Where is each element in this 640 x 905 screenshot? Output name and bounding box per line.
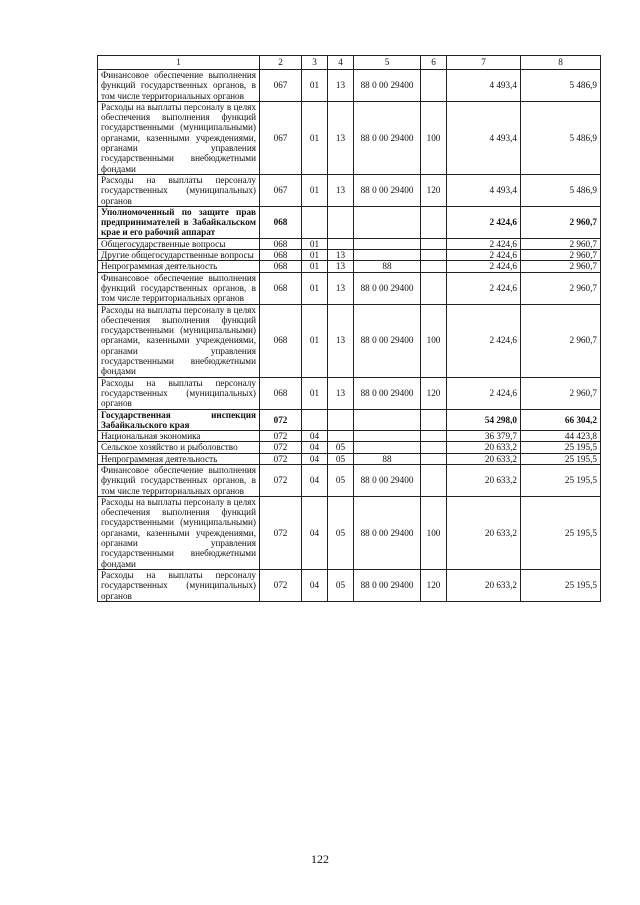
row-name: Финансовое обеспечение выполнения функций государственных органов, в том числе территориальных органов — [98, 272, 260, 304]
row-amount-col8: 5 486,9 — [521, 174, 601, 206]
row-expense-type — [421, 261, 447, 272]
row-section: 01 — [302, 377, 328, 409]
row-expense-type — [421, 409, 447, 431]
row-expense-type: 100 — [421, 101, 447, 174]
table-row — [98, 431, 601, 442]
row-expense-type — [421, 70, 447, 102]
row-expense-type: 120 — [421, 174, 447, 206]
row-name: Непрограммная деятельность — [98, 453, 260, 464]
row-amount-col7: 20 633,2 — [447, 569, 521, 601]
row-name: Финансовое обеспечение выполнения функций государственных органов, в том числе территориальных органов — [98, 70, 260, 102]
row-section: 01 — [302, 238, 328, 249]
row-amount-col7: 4 493,4 — [447, 101, 521, 174]
row-amount-col7: 4 493,4 — [447, 70, 521, 102]
row-subsection — [328, 238, 354, 249]
column-header: 8 — [521, 56, 601, 70]
row-amount-col8: 5 486,9 — [521, 101, 601, 174]
row-name: Расходы на выплаты персоналу государственных (муниципальных) органов — [98, 377, 260, 409]
row-expense-type — [421, 453, 447, 464]
row-subsection: 05 — [328, 496, 354, 569]
row-target-article: 88 0 00 29400 — [354, 174, 421, 206]
row-amount-col8: 2 960,7 — [521, 377, 601, 409]
row-amount-col8: 2 960,7 — [521, 206, 601, 238]
row-expense-type: 120 — [421, 569, 447, 601]
row-subsection: 13 — [328, 261, 354, 272]
table-row — [98, 569, 601, 601]
row-amount-col7: 2 424,6 — [447, 377, 521, 409]
row-code: 068 — [260, 238, 302, 249]
row-target-article — [354, 442, 421, 453]
row-subsection — [328, 431, 354, 442]
column-header: 7 — [447, 56, 521, 70]
row-expense-type — [421, 431, 447, 442]
row-code: 067 — [260, 174, 302, 206]
row-code: 072 — [260, 409, 302, 431]
row-expense-type — [421, 442, 447, 453]
row-code: 068 — [260, 206, 302, 238]
row-section: 01 — [302, 250, 328, 261]
row-section: 01 — [302, 70, 328, 102]
row-section: 01 — [302, 174, 328, 206]
row-section: 04 — [302, 442, 328, 453]
row-amount-col8: 2 960,7 — [521, 250, 601, 261]
row-subsection — [328, 206, 354, 238]
column-header: 6 — [421, 56, 447, 70]
row-code: 067 — [260, 70, 302, 102]
row-target-article: 88 0 00 29400 — [354, 496, 421, 569]
row-expense-type — [421, 250, 447, 261]
row-target-article: 88 0 00 29400 — [354, 70, 421, 102]
row-target-article: 88 — [354, 453, 421, 464]
column-header: 4 — [328, 56, 354, 70]
row-target-article: 88 0 00 29400 — [354, 272, 421, 304]
row-name: Расходы на выплаты персоналу в целях обеспечения выполнения функций государственными (муниципальными) органами, казенными учреждениями, органами управления государственными внебюджетными фондами — [98, 304, 260, 377]
column-header: 5 — [354, 56, 421, 70]
row-subsection: 05 — [328, 453, 354, 464]
row-amount-col8: 25 195,5 — [521, 569, 601, 601]
row-amount-col8: 2 960,7 — [521, 272, 601, 304]
row-target-article: 88 0 00 29400 — [354, 377, 421, 409]
row-code: 072 — [260, 464, 302, 496]
row-section: 01 — [302, 272, 328, 304]
row-code: 068 — [260, 250, 302, 261]
row-subsection — [328, 409, 354, 431]
row-subsection: 05 — [328, 569, 354, 601]
row-target-article: 88 — [354, 261, 421, 272]
row-code: 068 — [260, 377, 302, 409]
row-amount-col8: 5 486,9 — [521, 70, 601, 102]
row-section: 01 — [302, 304, 328, 377]
row-expense-type: 120 — [421, 377, 447, 409]
row-name: Общегосударственные вопросы — [98, 238, 260, 249]
budget-table — [97, 55, 601, 602]
row-subsection: 05 — [328, 464, 354, 496]
table-row — [98, 453, 601, 464]
table-row — [98, 70, 601, 102]
row-section: 04 — [302, 453, 328, 464]
table-row — [98, 206, 601, 238]
row-expense-type — [421, 464, 447, 496]
row-code: 072 — [260, 442, 302, 453]
row-amount-col8: 2 960,7 — [521, 261, 601, 272]
row-code: 068 — [260, 261, 302, 272]
table-row — [98, 238, 601, 249]
row-code: 072 — [260, 496, 302, 569]
table-row — [98, 101, 601, 174]
row-amount-col7: 2 424,6 — [447, 304, 521, 377]
column-header: 2 — [260, 56, 302, 70]
row-amount-col7: 20 633,2 — [447, 464, 521, 496]
table-row — [98, 261, 601, 272]
page-number: 122 — [311, 852, 329, 866]
row-amount-col8: 2 960,7 — [521, 304, 601, 377]
row-target-article: 88 0 00 29400 — [354, 101, 421, 174]
row-target-article — [354, 206, 421, 238]
row-name: Расходы на выплаты персоналу в целях обеспечения выполнения функций государственными (муниципальными) органами, казенными учреждениями, органами управления государственными внебюджетными фондами — [98, 101, 260, 174]
row-section — [302, 206, 328, 238]
row-subsection: 13 — [328, 174, 354, 206]
row-amount-col7: 20 633,2 — [447, 453, 521, 464]
row-amount-col7: 20 633,2 — [447, 496, 521, 569]
table-row — [98, 464, 601, 496]
row-section: 01 — [302, 101, 328, 174]
row-code: 067 — [260, 101, 302, 174]
row-name: Непрограммная деятельность — [98, 261, 260, 272]
table-row — [98, 496, 601, 569]
row-amount-col8: 44 423,8 — [521, 431, 601, 442]
table-row — [98, 442, 601, 453]
row-amount-col7: 4 493,4 — [447, 174, 521, 206]
table-row — [98, 272, 601, 304]
row-expense-type: 100 — [421, 496, 447, 569]
row-amount-col8: 25 195,5 — [521, 442, 601, 453]
row-amount-col7: 2 424,6 — [447, 250, 521, 261]
row-section: 04 — [302, 464, 328, 496]
row-amount-col7: 2 424,6 — [447, 238, 521, 249]
table-header-row — [98, 56, 601, 70]
row-amount-col8: 25 195,5 — [521, 496, 601, 569]
table-row — [98, 377, 601, 409]
row-name: Другие общегосударственные вопросы — [98, 250, 260, 261]
row-expense-type — [421, 206, 447, 238]
row-section: 01 — [302, 261, 328, 272]
row-target-article — [354, 409, 421, 431]
row-amount-col8: 25 195,5 — [521, 453, 601, 464]
row-target-article — [354, 238, 421, 249]
row-amount-col8: 2 960,7 — [521, 238, 601, 249]
row-section — [302, 409, 328, 431]
row-subsection: 13 — [328, 101, 354, 174]
row-amount-col7: 20 633,2 — [447, 442, 521, 453]
row-subsection: 13 — [328, 272, 354, 304]
row-target-article — [354, 431, 421, 442]
row-code: 068 — [260, 272, 302, 304]
table-row — [98, 174, 601, 206]
column-header: 3 — [302, 56, 328, 70]
row-section: 04 — [302, 431, 328, 442]
column-header: 1 — [98, 56, 260, 70]
row-code: 068 — [260, 304, 302, 377]
row-name: Сельское хозяйство и рыболовство — [98, 442, 260, 453]
row-section: 04 — [302, 569, 328, 601]
row-subsection: 13 — [328, 377, 354, 409]
row-section: 04 — [302, 496, 328, 569]
row-name: Государственная инспекция Забайкальского края — [98, 409, 260, 431]
row-subsection: 13 — [328, 70, 354, 102]
row-expense-type — [421, 238, 447, 249]
row-subsection: 05 — [328, 442, 354, 453]
row-subsection: 13 — [328, 304, 354, 377]
row-name: Расходы на выплаты персоналу государственных (муниципальных) органов — [98, 569, 260, 601]
row-target-article: 88 0 00 29400 — [354, 304, 421, 377]
row-amount-col7: 2 424,6 — [447, 272, 521, 304]
row-amount-col8: 66 304,2 — [521, 409, 601, 431]
row-name: Уполномоченный по защите прав предпринимателей в Забайкальском крае и его рабочий аппарат — [98, 206, 260, 238]
row-subsection: 13 — [328, 250, 354, 261]
row-code: 072 — [260, 431, 302, 442]
row-name: Национальная экономика — [98, 431, 260, 442]
row-amount-col7: 54 298,0 — [447, 409, 521, 431]
row-name: Расходы на выплаты персоналу государственных (муниципальных) органов — [98, 174, 260, 206]
row-name: Расходы на выплаты персоналу в целях обеспечения выполнения функций государственными (муниципальными) органами, казенными учреждениями, органами управления государственными внебюджетными фондами — [98, 496, 260, 569]
row-target-article: 88 0 00 29400 — [354, 464, 421, 496]
table-row — [98, 250, 601, 261]
row-target-article: 88 0 00 29400 — [354, 569, 421, 601]
row-amount-col7: 2 424,6 — [447, 206, 521, 238]
row-name: Финансовое обеспечение выполнения функций государственных органов, в том числе территориальных органов — [98, 464, 260, 496]
row-amount-col7: 2 424,6 — [447, 261, 521, 272]
row-amount-col8: 25 195,5 — [521, 464, 601, 496]
row-amount-col7: 36 379,7 — [447, 431, 521, 442]
row-expense-type — [421, 272, 447, 304]
row-expense-type: 100 — [421, 304, 447, 377]
row-code: 072 — [260, 453, 302, 464]
row-code: 072 — [260, 569, 302, 601]
row-target-article — [354, 250, 421, 261]
table-row — [98, 409, 601, 431]
table-row — [98, 304, 601, 377]
